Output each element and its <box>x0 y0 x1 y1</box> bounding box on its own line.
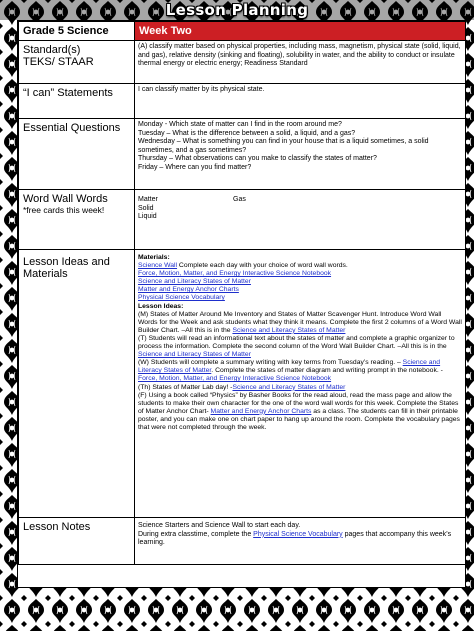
vocabulary-link[interactable]: Physical Science Vocabulary <box>138 294 225 302</box>
tuesday-text: (T) Students will read an informational text about the states of matter and complete a graphic organizer to process the information. Complete the second column of the Word Wall Builder Chart. –All this is in the <box>138 334 455 351</box>
friday-idea <box>138 392 462 432</box>
word-wall-title: Word Wall Words <box>23 193 108 205</box>
science-wall-text: Complete each day with your choice of word wall words. <box>177 262 348 270</box>
monday-text: (M) States of Matter Around Me Inventory and States of Matter Scavenger Hunt. Introduce Word Wall Words for the Week and ask students what they think it means. Complete the first 2 columns of a Word Wall Builder Chart. –All this is in the <box>138 310 462 334</box>
monday-link[interactable]: Science and Literacy States of Matter <box>232 326 346 334</box>
thursday-idea <box>138 384 462 392</box>
page-title: Lesson Planning <box>165 1 309 19</box>
science-wall-line <box>138 262 462 270</box>
word-wall-words <box>135 190 466 250</box>
friday-text: (F) Using a book called “Physics” by Basher Books for the read aloud, read the mass page and allow the students to make their own character for the one of the word wall words for this week. Complete the States of Matter Anchor Chart- <box>138 391 459 415</box>
question-wednesday: Wednesday – What is something you can find in your house that is a liquid sometimes, a solid sometimes, and a gas sometimes? <box>138 138 429 154</box>
question-thursday: Thursday – What observations can you make to classify the states of matter? <box>138 155 377 163</box>
lesson-plan-table <box>17 20 466 588</box>
wednesday-text: (W) Students will complete a summary writing with key terms from Tuesday’s reading. – <box>138 359 403 367</box>
standards-text: (A) classify matter based on physical properties, including mass, magnetism, physical state (solid, liquid, and gas), relative density (sinking and floating), solubility in water, and the ability to conduct or insulate thermal energy or electric energy; Readiness Standard <box>135 41 466 84</box>
wednesday-text-2: . Complete the states of matter diagram and writing prompt in the notebook. - <box>211 367 443 375</box>
subject-cell: Grade 5 Science <box>19 22 135 41</box>
wednesday-idea <box>138 359 462 383</box>
materials-heading: Materials: <box>138 254 170 261</box>
word-wall-label <box>19 190 135 250</box>
states-of-matter-link[interactable]: Science and Literacy States of Matter <box>138 278 251 286</box>
word-wall-word: Liquid <box>138 213 157 221</box>
lesson-ideas-content <box>135 250 466 518</box>
notes-line-2 <box>138 531 462 548</box>
word-wall-word <box>233 205 313 214</box>
science-wall-link[interactable]: Science Wall <box>138 262 178 270</box>
question-tuesday: Tuesday – What is the difference between a solid, a liquid, and a gas? <box>138 129 356 137</box>
essential-questions-row <box>19 119 466 190</box>
standards-label-line2: TEKS/ STAAR <box>23 56 94 68</box>
standards-label <box>19 41 135 84</box>
wednesday-link-2[interactable]: Force, Motion, Matter, and Energy Interactive Science Notebook <box>138 375 332 383</box>
word-wall-word: Gas <box>233 196 246 203</box>
header-row <box>19 22 466 41</box>
week-cell: Week Two <box>135 22 466 41</box>
ican-text: I can classify matter by its physical state. <box>135 84 466 119</box>
word-wall-row <box>19 190 466 250</box>
friday-link[interactable]: Matter and Energy Anchor Charts <box>210 407 312 415</box>
lesson-notes-label: Lesson Notes <box>19 518 135 565</box>
notes-text: During extra classtime, complete the <box>138 530 254 538</box>
notebook-link[interactable]: Force, Motion, Matter, and Energy Interactive Science Notebook <box>138 270 332 278</box>
lesson-notes-content <box>135 518 466 565</box>
anchor-charts-link[interactable]: Matter and Energy Anchor Charts <box>138 286 239 294</box>
notes-line-1: Science Starters and Science Wall to start each day. <box>138 522 301 529</box>
word-wall-word: Matter <box>138 196 158 203</box>
ican-label: “I can” Statements <box>19 84 135 119</box>
essential-questions-list <box>135 119 466 190</box>
lesson-notes-row <box>19 518 466 565</box>
tuesday-link[interactable]: Science and Literacy States of Matter <box>138 351 251 359</box>
word-wall-word: Solid <box>138 204 154 212</box>
wednesday-link[interactable]: Science and Literacy States of Matter <box>138 359 441 375</box>
word-wall-word <box>233 213 313 222</box>
thursday-text: (Th) States of Matter Lab day! - <box>138 383 233 391</box>
lesson-ideas-row <box>19 250 466 518</box>
standards-label-line1: Standard(s) <box>23 44 81 56</box>
lesson-ideas-heading: Lesson Ideas: <box>138 302 184 310</box>
lesson-ideas-label-line1: Lesson Ideas and <box>23 256 110 268</box>
ican-row <box>19 84 466 119</box>
notes-text-2: pages that accompany this week’s learning. <box>138 530 452 547</box>
essential-questions-label: Essential Questions <box>19 119 135 190</box>
lesson-ideas-label <box>19 250 135 518</box>
monday-idea <box>138 311 462 335</box>
thursday-link[interactable]: Science and Literacy States of Matter <box>232 383 346 391</box>
lesson-ideas-label-line2: Materials <box>23 268 68 280</box>
notes-vocabulary-link[interactable]: Physical Science Vocabulary <box>253 530 343 538</box>
standards-row <box>19 41 466 84</box>
friday-text-2: as a class. The students can fill in their printable poster, and you can make one on chart paper to hang up around the room. Complete the vocabulary pages that were not completed through the week. <box>138 407 460 431</box>
word-wall-note: *free cards this week! <box>23 205 105 215</box>
question-monday: Monday - Which state of matter can I find in the room around me? <box>138 121 342 128</box>
tuesday-idea <box>138 335 462 359</box>
question-friday: Friday – Where can you find matter? <box>138 163 252 171</box>
